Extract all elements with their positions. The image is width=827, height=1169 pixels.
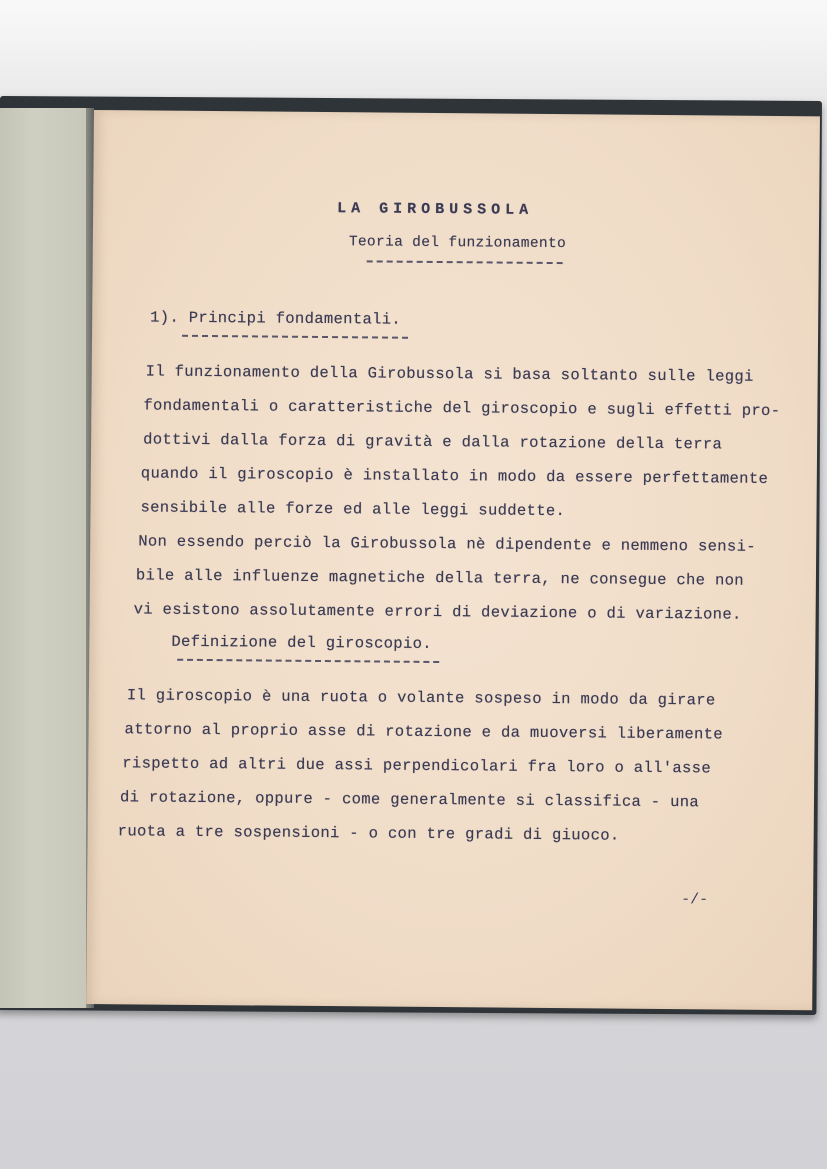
section1-heading: 1). Principi fondamentali. [150, 308, 402, 329]
document-subtitle: Teoria del funzionamento [348, 234, 567, 253]
section2-line-3: rispetto ad altri due assi perpendicolari fra loro o all'asse [122, 754, 712, 778]
background-glare [0, 0, 827, 100]
section1-line-1: Il funzionamento della Girobussola si basa soltanto sulle leggi [145, 362, 754, 386]
document-title: LA GIROBUSSOLA [337, 200, 534, 219]
section1-line-7: bile alle influenze magnetiche della terra, ne consegue che non [135, 566, 745, 590]
section2-line-4: di rotazione, oppure - come generalmente si classifica - una [119, 788, 700, 812]
section1-line-4: quando il giroscopio è installato in modo da essere perfettamente [140, 464, 769, 488]
section1-underline [182, 335, 408, 339]
section2-underline [177, 659, 439, 663]
section1-line-8: vi esistono assolutamente errori di deviazione o di variazione. [133, 600, 742, 624]
section1-line-6: Non essendo perciò la Girobussola nè dipendente e nemmeno sensi- [138, 532, 756, 556]
section2-line-1: Il giroscopio è una ruota o volante sospeso in modo da girare [126, 686, 716, 710]
section2-heading: Definizione del giroscopio. [171, 632, 433, 653]
page-continuation-marker: -/- [681, 891, 709, 909]
section1-line-3: dottivi dalla forza di gravità e dalla rotazione della terra [143, 430, 723, 454]
subtitle-underline [367, 260, 563, 264]
section1-line-5: sensibile alle forze ed alle leggi suddette. [140, 498, 566, 521]
typewritten-page [86, 110, 820, 1010]
section2-line-5: ruota a tre sospensioni - o con tre gradi di giuoco. [117, 822, 620, 845]
binder-spine [0, 108, 86, 1008]
section1-line-2: fondamentali o caratteristiche del giroscopio e sugli effetti pro- [143, 396, 781, 421]
section2-line-2: attorno al proprio asse di rotazione e da muoversi liberamente [124, 720, 724, 744]
